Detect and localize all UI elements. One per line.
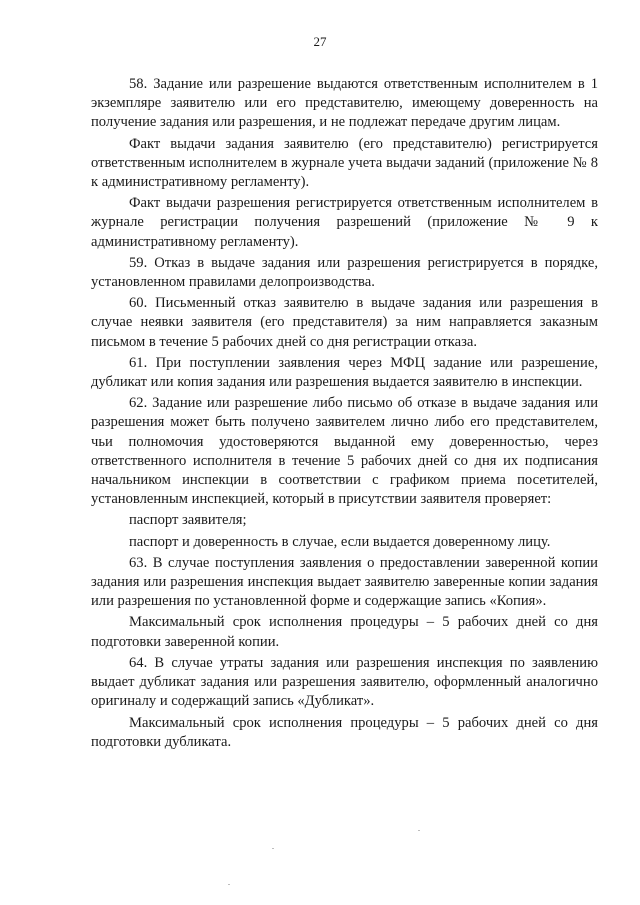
paragraph-journal-tasks: Факт выдачи задания заявителю (его представителю) регистрируется ответственным исполнителем в журнале учета выдачи заданий (приложение № 8 к административному регламенту). <box>91 135 598 191</box>
page-number: 27 <box>313 34 327 49</box>
paragraph-60: 60. Письменный отказ заявителю в выдаче задания или разрешения в случае неявки заявителя (его представителя) за ним направляется заказным письмом в течение 5 рабочих дней со дня регистрации отказа. <box>91 295 598 350</box>
scan-speck <box>272 848 274 849</box>
scan-speck <box>228 884 230 885</box>
paragraph-58: 58. Задание или разрешение выдаются ответственным исполнителем в 1 экземпляре заявителю или его представителю, имеющему доверенность на получение задания или разрешения, и не подлежат передаче другим лицам. <box>91 76 598 131</box>
list-item-passport: паспорт заявителя; <box>129 512 247 529</box>
document-body <box>91 75 598 754</box>
paragraph-copy-deadline: Максимальный срок исполнения процедуры – 5 рабочих дней со дня подготовки заверенной копии. <box>91 614 598 650</box>
list-item-passport-power-of-attorney: паспорт и доверенность в случае, если выдается доверенному лицу. <box>129 533 551 550</box>
paragraph-61: 61. При поступлении заявления через МФЦ задание или разрешение, дубликат или копия задания или разрешения выдается заявителю в инспекции. <box>91 354 598 391</box>
paragraph-59: 59. Отказ в выдаче задания или разрешения регистрируется в порядке, установленном правилами делопроизводства. <box>91 254 598 291</box>
scan-speck <box>418 830 420 831</box>
paragraph-64: 64. В случае утраты задания или разрешения инспекция по заявлению выдает дубликат задания или разрешения заявителю, оформленный аналогично оригиналу и содержащий запись «Дубликат». <box>91 654 598 710</box>
paragraph-duplicate-deadline: Максимальный срок исполнения процедуры – 5 рабочих дней со дня подготовки дубликата. <box>91 714 598 750</box>
paragraph-63: 63. В случае поступления заявления о предоставлении заверенной копии задания или разрешения инспекция выдает заявителю заверенные копии задания или разрешения по установленной форме и содержащие запись «Копия». <box>91 554 598 610</box>
paragraph-journal-permits: Факт выдачи разрешения регистрируется ответственным исполнителем в журнале регистрации получения разрешений (приложение № 9 к административному регламенту). <box>91 195 598 250</box>
paragraph-62: 62. Задание или разрешение либо письмо об отказе в выдаче задания или разрешения может быть получено заявителем лично либо его представителем, чьи полномочия удостоверяются выданной ему доверенностью, через ответственного исполнителя в течение 5 рабочих дней со дня их подписания начальником инспекции в соответствии с графиком приема посетителей, установленным инспекцией, который в присутствии заявителя проверяет: <box>91 395 598 508</box>
